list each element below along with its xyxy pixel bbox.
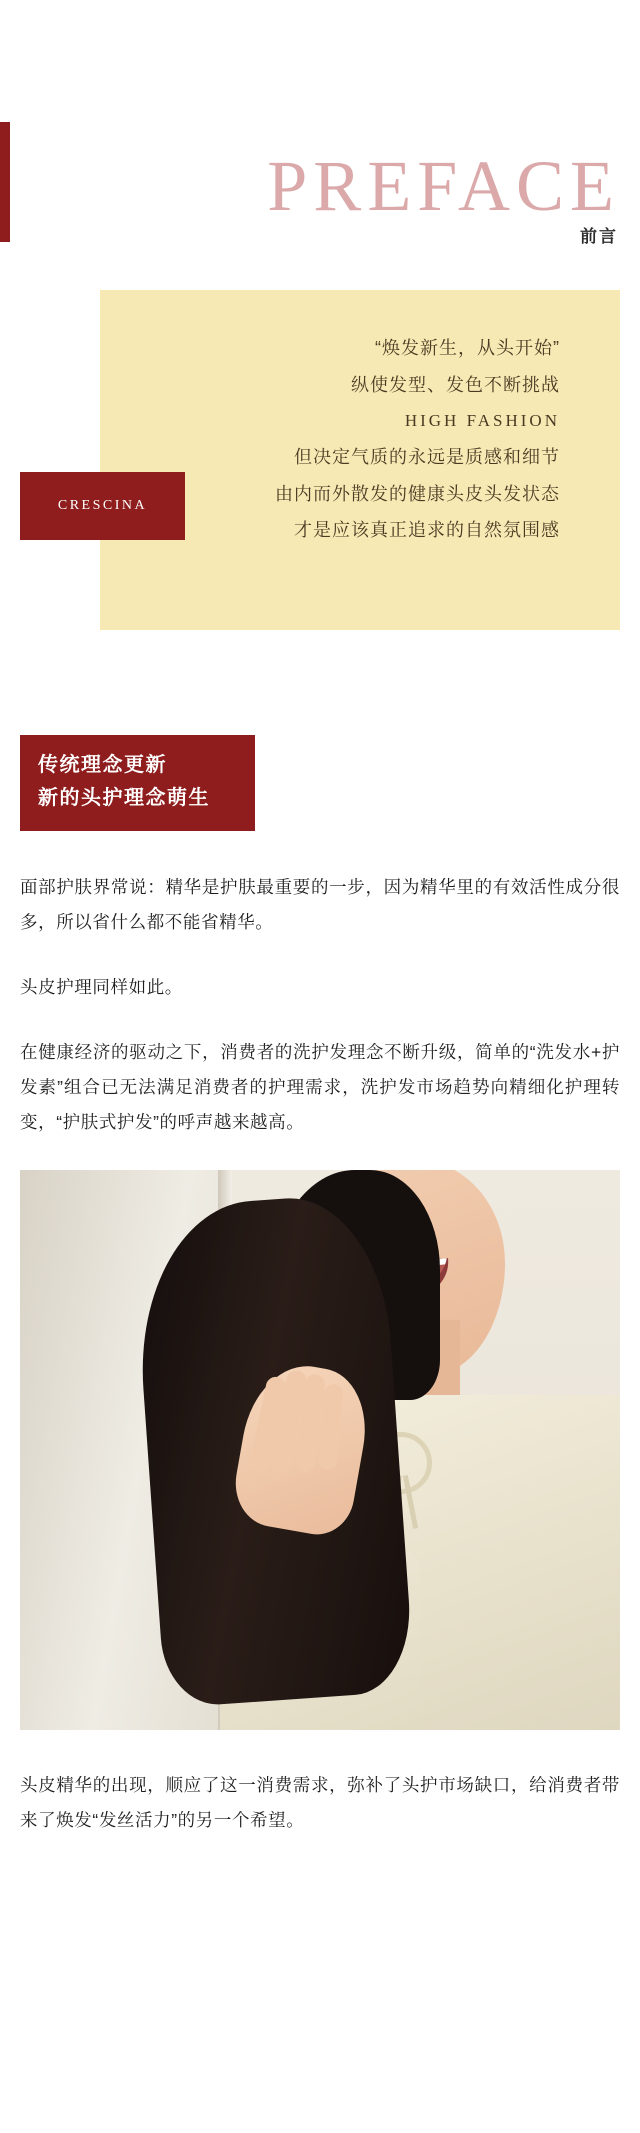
quote-line-6: 才是应该真正追求的自然氛围感 xyxy=(294,520,560,541)
quote-line-3: HIGH FASHION xyxy=(404,410,560,430)
quote-line-5: 由内而外散发的健康头皮头发状态 xyxy=(275,483,560,504)
quote-text xyxy=(140,330,590,549)
paragraph-3: 在健康经济的驱动之下，消费者的洗护发理念不断升级，简单的“洗发水+护发素”组合已无法满足消费者的护理需求，洗护发市场趋势向精细化护理转变，“护肤式护发”的呼声越来越高。 xyxy=(20,1042,620,1132)
quote-line-2: 纵使发型、发色不断挑战 xyxy=(351,374,560,395)
page-title: PREFACE xyxy=(267,146,620,226)
paragraph-4: 头皮精华的出现，顺应了这一消费需求，弥补了头护市场缺口，给消费者带来了焕发“发丝活力”的另一个希望。 xyxy=(20,1775,620,1830)
paragraph-2: 头皮护理同样如此。 xyxy=(20,977,183,997)
paragraph-1: 面部护肤界常说：精华是护肤最重要的一步，因为精华里的有效活性成分很多，所以省什么都不能省精华。 xyxy=(20,877,620,932)
closing-text xyxy=(0,1730,640,1838)
page-subtitle: 前言 xyxy=(580,227,618,246)
quote-line-4: 但决定气质的永远是质感和细节 xyxy=(294,446,560,467)
quote-section xyxy=(0,250,640,670)
brand-logo: CRESCINA xyxy=(20,472,185,540)
body-text xyxy=(0,870,640,1140)
section-heading-banner xyxy=(0,735,640,870)
banner-line-2: 新的头护理念萌生 xyxy=(38,787,210,809)
banner-line-1: 传统理念更新 xyxy=(38,754,167,776)
hero-photo xyxy=(20,1170,620,1730)
quote-line-1: “焕发新生，从头开始” xyxy=(375,338,560,358)
banner-box xyxy=(20,735,255,831)
preface-header xyxy=(0,0,640,250)
